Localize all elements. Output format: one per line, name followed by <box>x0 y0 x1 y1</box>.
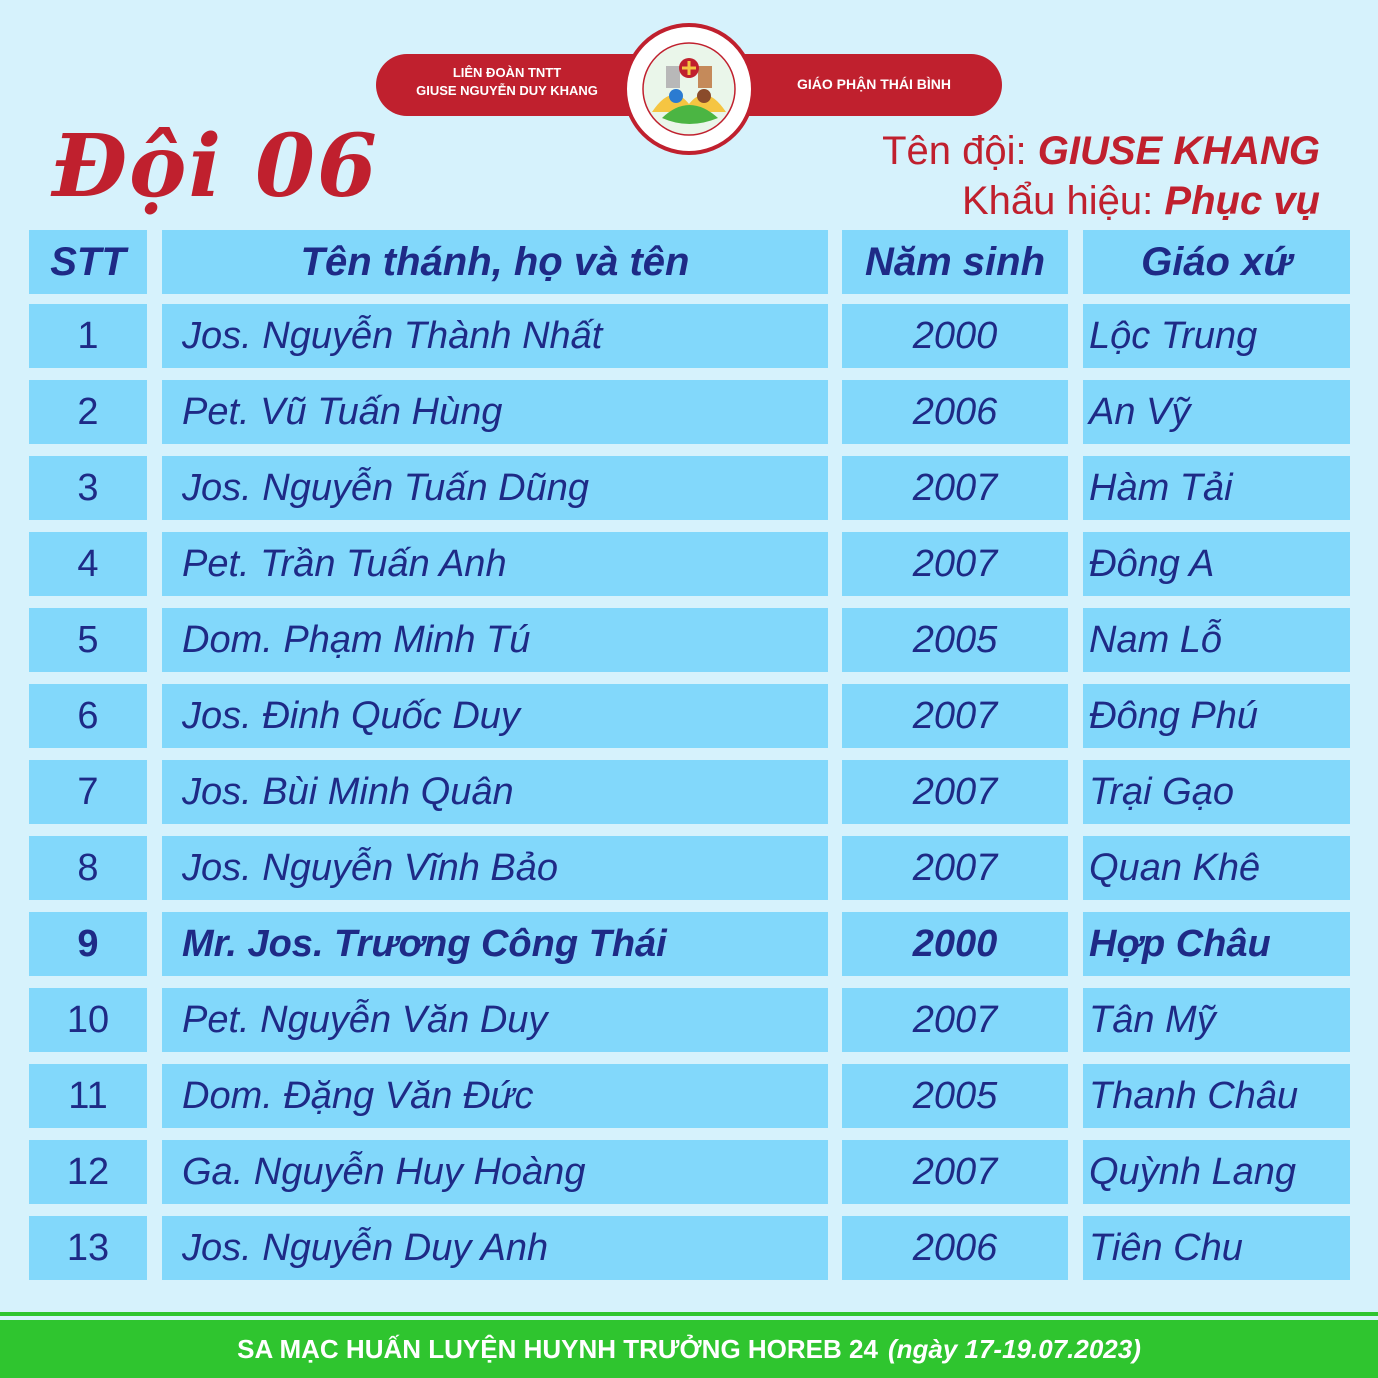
cell-year: 2007 <box>842 532 1068 596</box>
cell-stt: 7 <box>29 760 147 824</box>
cell-parish: An Vỹ <box>1083 380 1350 444</box>
team-name-value: GIUSE KHANG <box>1037 129 1320 173</box>
cell-year: 2007 <box>842 836 1068 900</box>
cell-stt: 6 <box>29 684 147 748</box>
cell-stt: 12 <box>29 1140 147 1204</box>
cell-parish: Hàm Tải <box>1083 456 1350 520</box>
cell-year: 2007 <box>842 684 1068 748</box>
cell-stt: 8 <box>29 836 147 900</box>
cell-parish: Tiên Chu <box>1083 1216 1350 1280</box>
cell-year: 2007 <box>842 988 1068 1052</box>
cell-year: 2005 <box>842 1064 1068 1128</box>
cell-parish: Quan Khê <box>1083 836 1350 900</box>
cell-year: 2007 <box>842 760 1068 824</box>
cell-parish: Thanh Châu <box>1083 1064 1350 1128</box>
cell-stt: 10 <box>29 988 147 1052</box>
team-name-line <box>882 126 1320 176</box>
cell-name: Pet. Nguyễn Văn Duy <box>162 988 828 1052</box>
cell-name: Mr. Jos. Trương Công Thái <box>162 912 828 976</box>
cell-year: 2006 <box>842 1216 1068 1280</box>
cell-parish: Lộc Trung <box>1083 304 1350 368</box>
cell-parish: Hợp Châu <box>1083 912 1350 976</box>
cell-name: Jos. Nguyễn Tuấn Dũng <box>162 456 828 520</box>
cell-name: Ga. Nguyễn Huy Hoàng <box>162 1140 828 1204</box>
team-name-label: Tên đội: <box>882 129 1027 173</box>
cell-year: 2000 <box>842 912 1068 976</box>
footer-divider <box>0 1312 1378 1316</box>
cell-year: 2006 <box>842 380 1068 444</box>
footer-event: SA MẠC HUẤN LUYỆN HUYNH TRƯỞNG HOREB 24 <box>237 1333 878 1364</box>
banner-right-text: GIÁO PHẬN THÁI BÌNH <box>797 76 951 92</box>
cell-stt: 2 <box>29 380 147 444</box>
cell-parish: Tân Mỹ <box>1083 988 1350 1052</box>
column-header-parish: Giáo xứ <box>1083 230 1350 294</box>
cell-parish: Đông A <box>1083 532 1350 596</box>
banner-left-line2: GIUSE NGUYỄN DUY KHANG <box>416 83 598 98</box>
banner-left-text <box>376 64 638 100</box>
cell-stt: 4 <box>29 532 147 596</box>
banner-left-line1: LIÊN ĐOÀN TNTT <box>452 65 562 80</box>
cell-name: Jos. Bùi Minh Quân <box>162 760 828 824</box>
cell-parish: Nam Lỗ <box>1083 608 1350 672</box>
column-header-stt: STT <box>29 230 147 294</box>
team-info <box>882 126 1320 226</box>
cell-year: 2007 <box>842 456 1068 520</box>
cell-year: 2000 <box>842 304 1068 368</box>
diocese-emblem-logo <box>622 22 756 156</box>
cell-name: Pet. Vũ Tuấn Hùng <box>162 380 828 444</box>
column-header-name: Tên thánh, họ và tên <box>162 230 828 294</box>
column-header-year: Năm sinh <box>842 230 1068 294</box>
cell-stt: 5 <box>29 608 147 672</box>
cell-stt: 9 <box>29 912 147 976</box>
team-motto-label: Khẩu hiệu: <box>962 179 1154 223</box>
cell-parish: Đông Phú <box>1083 684 1350 748</box>
cell-name: Jos. Đinh Quốc Duy <box>162 684 828 748</box>
footer-bar <box>0 1320 1378 1378</box>
team-motto-value: Phục vụ <box>1164 179 1320 223</box>
cell-parish: Trại Gạo <box>1083 760 1350 824</box>
cell-stt: 3 <box>29 456 147 520</box>
cell-year: 2007 <box>842 1140 1068 1204</box>
cell-name: Jos. Nguyễn Thành Nhất <box>162 304 828 368</box>
team-title: Đội 06 <box>52 116 379 217</box>
cell-parish: Quỳnh Lang <box>1083 1140 1350 1204</box>
cell-stt: 1 <box>29 304 147 368</box>
cell-stt: 11 <box>29 1064 147 1128</box>
cell-name: Jos. Nguyễn Vĩnh Bảo <box>162 836 828 900</box>
cell-year: 2005 <box>842 608 1068 672</box>
cell-name: Jos. Nguyễn Duy Anh <box>162 1216 828 1280</box>
cell-name: Dom. Đặng Văn Đức <box>162 1064 828 1128</box>
cell-name: Dom. Phạm Minh Tú <box>162 608 828 672</box>
cell-stt: 13 <box>29 1216 147 1280</box>
footer-date: (ngày 17-19.07.2023) <box>887 1333 1141 1364</box>
cell-name: Pet. Trần Tuấn Anh <box>162 532 828 596</box>
team-motto-line <box>882 176 1320 226</box>
